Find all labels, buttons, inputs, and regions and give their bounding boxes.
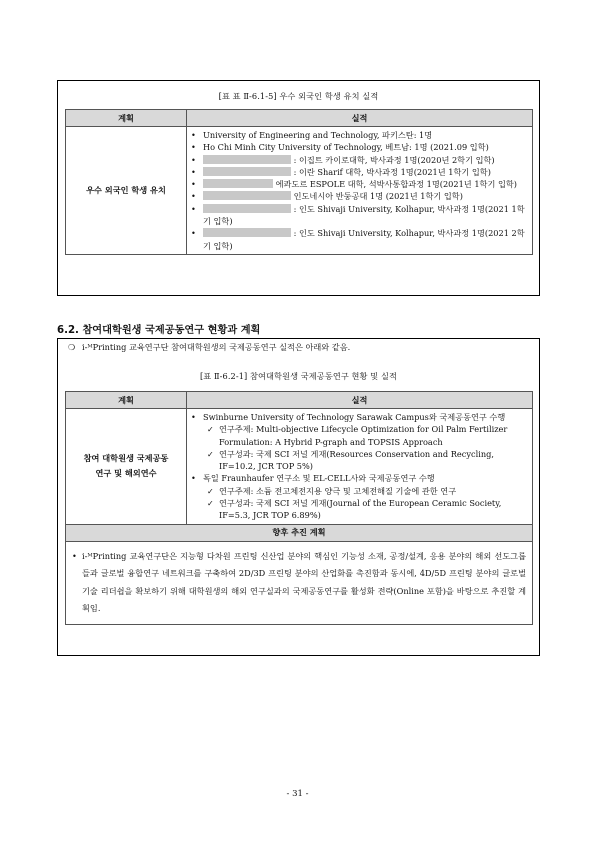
future-plan-text: i-ᴹPrinting 교육연구단은 지능형 다차원 프린팅 신산업 분야의 핵심인 기능성 소재, 공정/설계, 응용 분야의 해외 선도그룹들과 글로벌 융합연구 네트워크를 구축하여 2D/3D 프린팅 분야의 산업화를 촉진함과 동시에, 4D/5D 프린팅 분야의 글로벌 기술 리더쉽을 확보하기 위해 대학원생의 해외 연구실과의 국제공동연구를 활성화 전략(Online 포함)을 바탕으로 추진할 계획임.	[82, 550, 526, 614]
table1-result-item	[191, 166, 527, 178]
table2-block1-sub1	[191, 423, 527, 448]
table2-header-result: 실적	[187, 392, 533, 409]
circle-bullet-icon: ❍	[68, 342, 76, 352]
table1-result-text: : 인도 Shivaji University, Kolhapur, 박사과정 1명(2021 2학기 입학)	[203, 228, 525, 251]
intro-text: i-ᴹPrinting 교육연구단 참여대학원생의 국제공동연구 실적은 아래와 같음.	[81, 342, 351, 352]
future-plan-paragraph	[72, 548, 526, 618]
table1-result-text: : 인도 Shivaji University, Kolhapur, 박사과정 1명(2021 1학기 입학)	[203, 203, 525, 227]
bullet-dot-icon: •	[191, 203, 196, 214]
page-number: - 31 -	[286, 789, 309, 799]
table2-row-label-line2: 연구 및 해외연수	[95, 468, 157, 479]
foreign-student-table	[65, 109, 533, 255]
table1-result-text: : 이집트 카이로대학, 박사과정 1명(2020년 2학기 입학)	[293, 154, 495, 165]
section-box-1	[57, 80, 540, 296]
table2-block1-sub2	[191, 448, 527, 473]
table2-block2	[191, 472, 527, 484]
table1-caption: [표 표 Ⅱ-6.1-5] 우수 외국인 학생 유치 실적	[218, 91, 379, 101]
table2-row-label-line1: 참여 대학원생 국제공동	[83, 453, 169, 464]
check-icon: ✓	[207, 448, 214, 459]
bullet-dot-icon: •	[191, 154, 196, 165]
table2-results-cell	[187, 409, 533, 525]
table1-results-list	[187, 127, 532, 254]
future-plan-header: 향후 추진 계획	[66, 524, 533, 541]
table1-result-text: University of Engineering and Technology, 파키스탄: 1명	[203, 130, 433, 140]
table1-result-text: Ho Chi Minh City University of Technology, 베트남: 1명 (2021.09 입학)	[203, 142, 489, 153]
bullet-dot-icon: •	[191, 179, 196, 190]
table2-block2-sub1	[191, 485, 527, 497]
table1-result-item	[191, 141, 527, 153]
redacted-name-block	[203, 155, 291, 164]
section-title: 6.2. 참여대학원생 국제공동연구 현황과 계획	[57, 325, 261, 336]
table2-row-label	[66, 409, 187, 525]
table1-result-text: 인도네시아 반둥공대 1명 (2021년 1학기 입학)	[293, 191, 463, 202]
table1-result-item	[191, 203, 527, 228]
table2-block2-sub2	[191, 497, 527, 522]
bullet-dot-icon: •	[191, 142, 196, 153]
table1-result-item	[191, 178, 527, 190]
bullet-dot-icon: •	[191, 473, 196, 484]
redacted-name-block	[203, 228, 291, 237]
table1-results-cell	[187, 127, 533, 255]
bullet-dot-icon: •	[191, 412, 196, 422]
block1-sub1-text: 연구주제: Multi-objective Lifecycle Optimization for Oil Palm Fertilizer Formulation: A Hybrid P-graph and TOPSIS Approach	[219, 424, 508, 447]
redacted-name-block	[203, 179, 273, 188]
table1-result-item	[191, 129, 527, 141]
table1-row-label: 우수 외국인 학생 유치	[66, 127, 187, 255]
table1-result-text: : 이란 Sharif 대학, 박사과정 1명(2021년 1학기 입학)	[293, 166, 491, 177]
check-icon: ✓	[207, 424, 214, 435]
block2-title: 독일 Fraunhaufer 연구소 및 EL-CELL사와 국제공동연구 수행	[203, 473, 435, 484]
section-box-2	[57, 338, 540, 656]
table1-header-result: 실적	[187, 110, 533, 127]
table2-results-list	[187, 409, 532, 524]
check-icon: ✓	[207, 498, 214, 509]
redacted-name-block	[203, 167, 291, 176]
table2-caption: [표 Ⅱ-6.2-1] 참여대학원생 국제공동연구 현황 및 실적	[200, 371, 397, 381]
table1-header-plan: 계획	[66, 110, 187, 127]
joint-research-table	[65, 391, 533, 625]
block2-sub2-text: 연구성과: 국제 SCI 저널 게재(Journal of the European Ceramic Society, IF=5.3, JCR TOP 6.89%)	[219, 498, 502, 521]
bullet-dot-icon: •	[191, 130, 196, 140]
bullet-dot-icon: •	[191, 166, 196, 177]
section-intro	[58, 339, 539, 355]
table1-result-item	[191, 190, 527, 202]
bullet-dot-icon: •	[191, 191, 196, 202]
bullet-dot-icon: •	[191, 228, 196, 239]
bullet-dot-icon: •	[72, 550, 77, 561]
redacted-name-block	[203, 204, 291, 213]
block1-title: Swinburne University of Technology Sarawak Campus와 국제공동연구 수행	[203, 412, 506, 422]
table2-header-plan: 계획	[66, 392, 187, 409]
future-plan-cell	[66, 541, 533, 624]
check-icon: ✓	[207, 485, 214, 496]
redacted-name-block	[203, 191, 291, 200]
table2-block1	[191, 411, 527, 423]
table1-result-item	[191, 227, 527, 252]
table1-result-text: 에콰도르 ESPOLE 대학, 석박사통합과정 1명(2021년 1학기 입학)	[275, 179, 517, 190]
table1-result-item	[191, 154, 527, 166]
block2-sub1-text: 연구주제: 소듐 전고체전지용 양극 및 고체전해질 기술에 관한 연구	[219, 485, 457, 496]
block1-sub2-text: 연구성과: 국제 SCI 저널 게재(Resources Conservation and Recycling, IF=10.2, JCR TOP 5%)	[219, 448, 494, 472]
